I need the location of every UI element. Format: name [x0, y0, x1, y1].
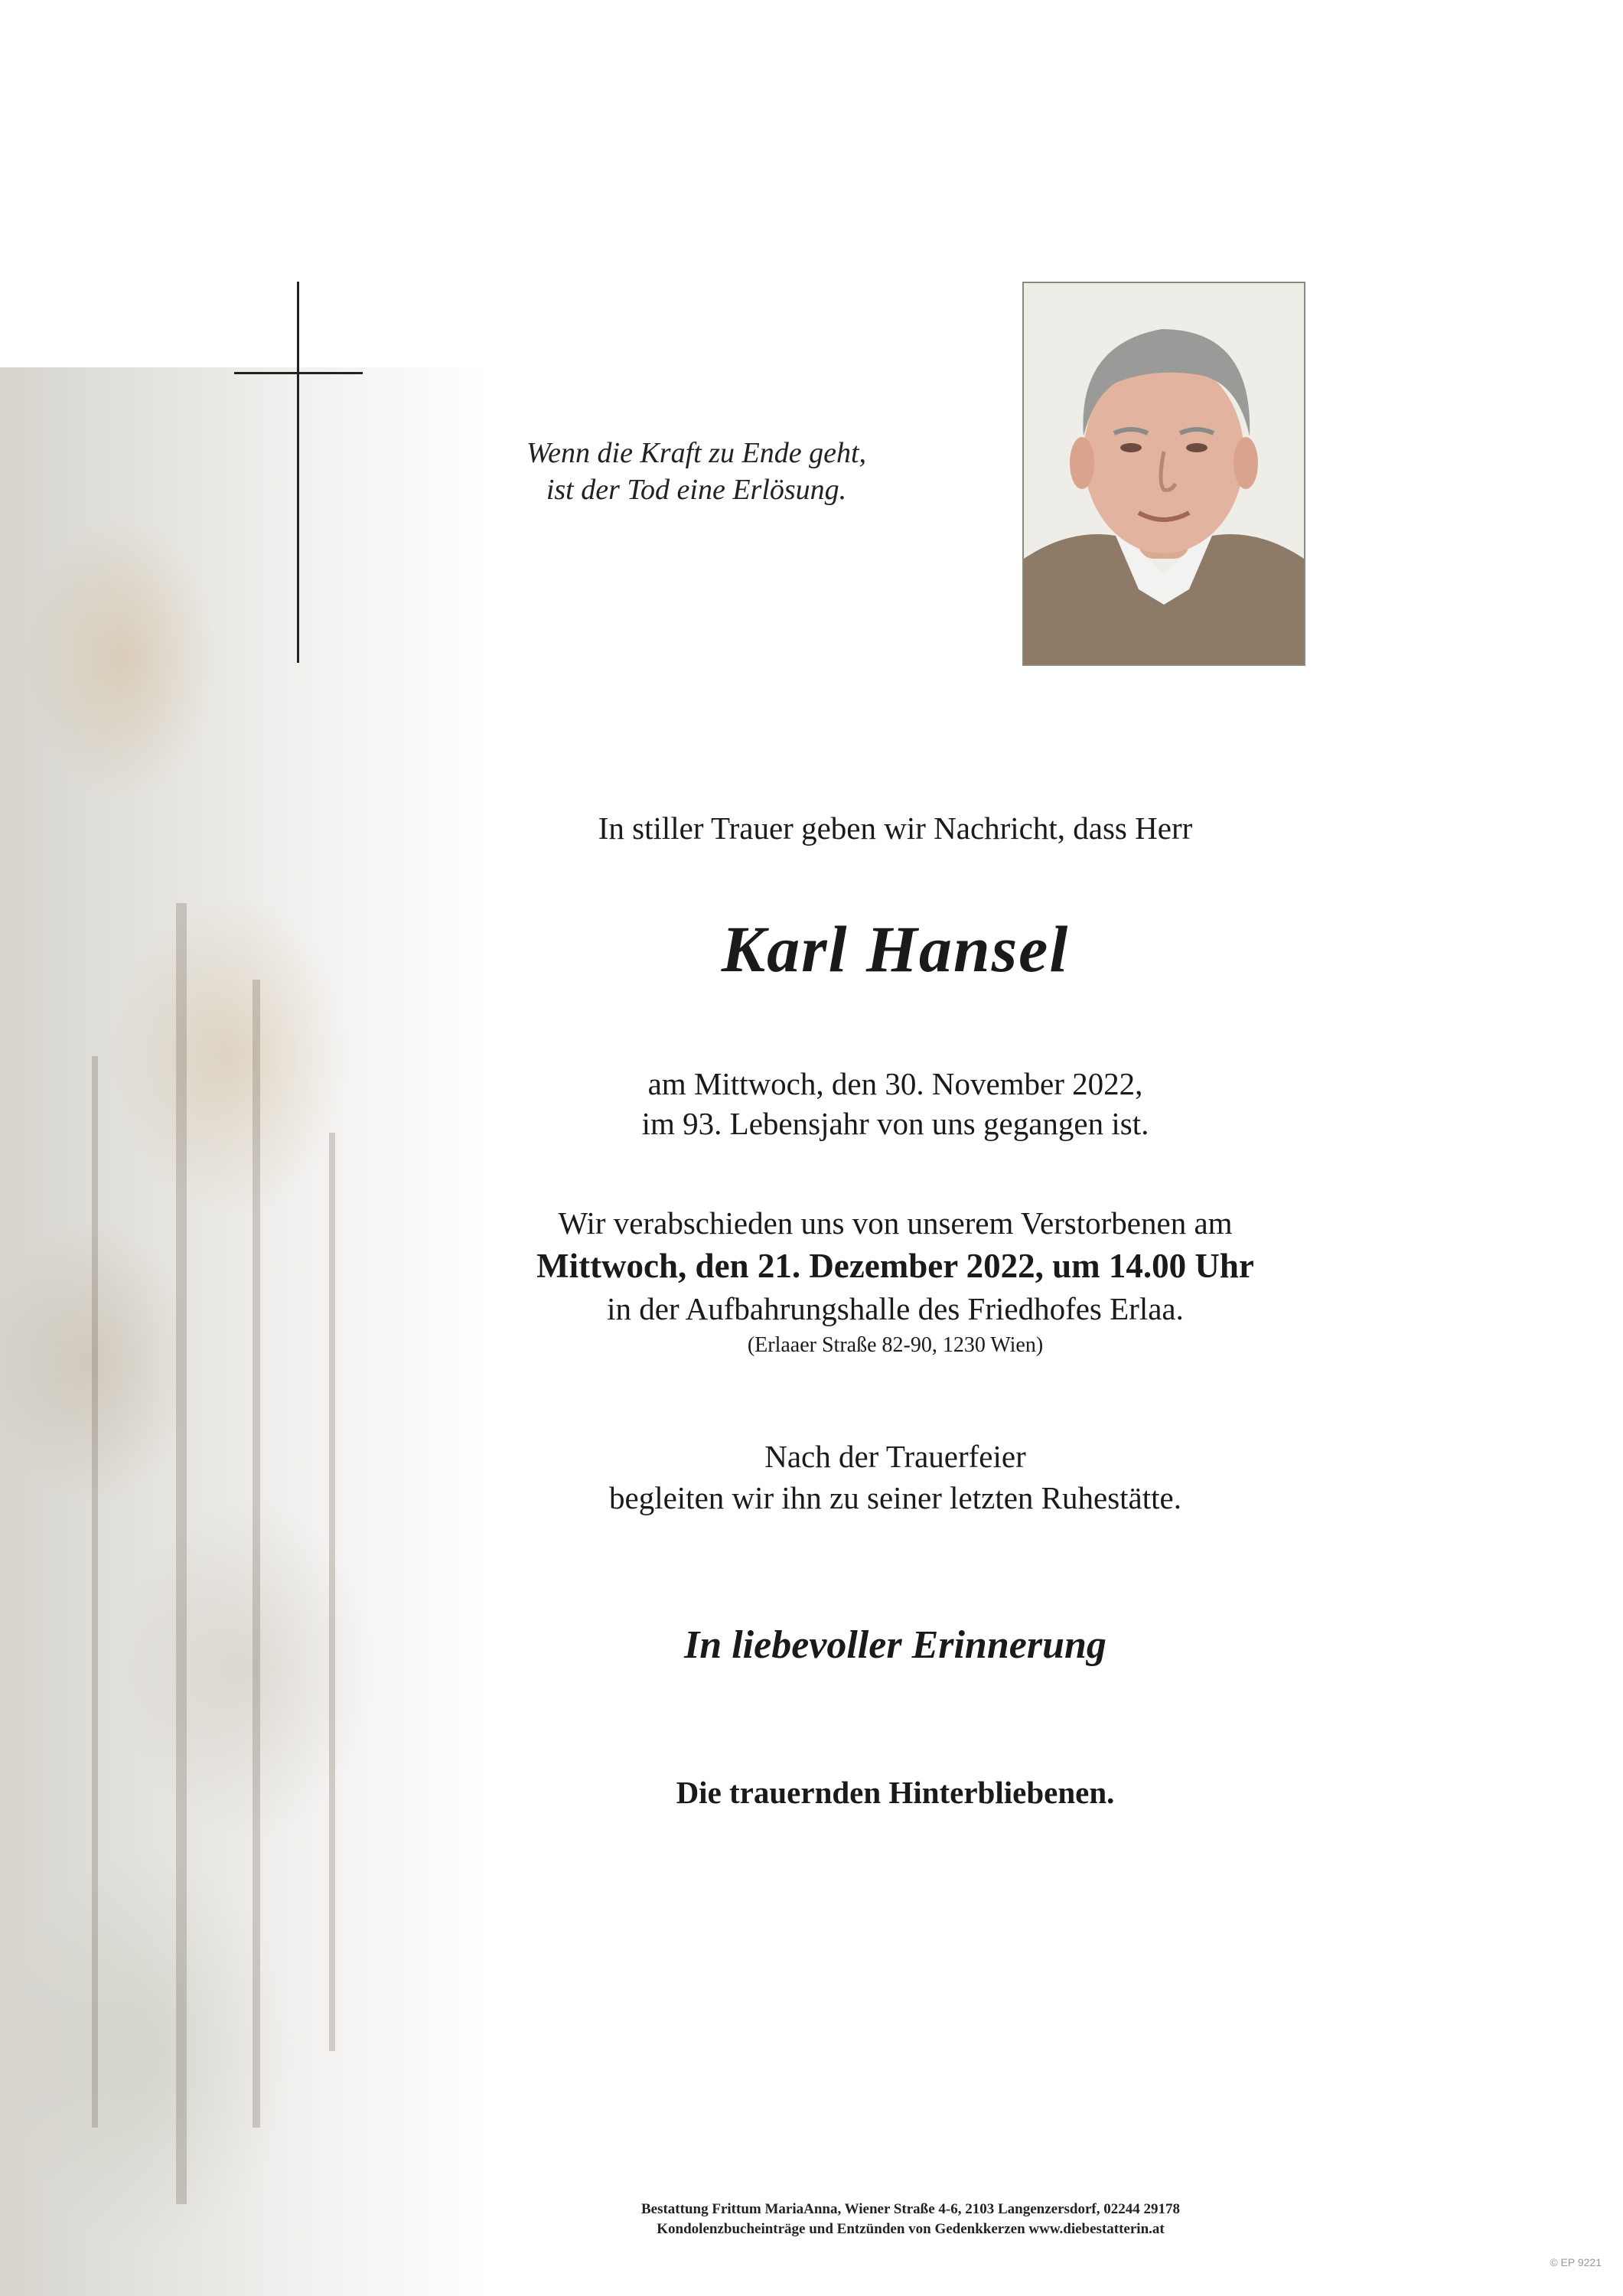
cross-icon — [297, 282, 299, 663]
template-code: © EP 9221 — [1550, 2256, 1602, 2268]
farewell-address: (Erlaaer Straße 82-90, 1230 Wien) — [747, 1333, 1044, 1357]
vine-post — [176, 903, 187, 2204]
farewell-datetime: Mittwoch, den 21. Dezember 2022, um 14.00 Uhr — [536, 1247, 1254, 1285]
vine-post — [253, 980, 260, 2128]
death-age: im 93. Lebensjahr von uns gegangen ist. — [641, 1106, 1149, 1141]
vine-post — [92, 1056, 98, 2128]
vineyard-background — [0, 367, 490, 2296]
memory-phrase: In liebevoller Erinnerung — [684, 1623, 1106, 1667]
burial-line-1: Nach der Trauerfeier — [764, 1439, 1026, 1474]
undertaker-footer — [582, 2200, 1240, 2239]
quote — [459, 435, 934, 508]
portrait-photo — [1022, 282, 1305, 666]
footer-line-2: Kondolenzbucheinträge und Entzünden von Gedenkkerzen www.diebestatterin.at — [657, 2221, 1165, 2237]
cross-icon-bar — [234, 372, 363, 374]
farewell-intro: Wir verabschieden uns von unserem Verstorbenen am — [558, 1205, 1233, 1241]
death-date: am Mittwoch, den 30. November 2022, — [647, 1066, 1143, 1101]
quote-line-2: ist der Tod eine Erlösung. — [546, 474, 847, 506]
farewell-location: in der Aufbahrungshalle des Friedhofes Erlaa. — [607, 1291, 1184, 1326]
footer-line-1: Bestattung Frittum MariaAnna, Wiener Straße 4-6, 2103 Langenzersdorf, 02244 29178 — [640, 2201, 1180, 2217]
burial-info — [429, 1436, 1362, 1518]
deceased-name: Karl Hansel — [721, 912, 1070, 986]
bereaved-signature: Die trauernden Hinterbliebenen. — [676, 1775, 1115, 1810]
intro-text: In stiller Trauer geben wir Nachricht, dass Herr — [598, 810, 1193, 846]
burial-line-2: begleiten wir ihn zu seiner letzten Ruhestätte. — [609, 1480, 1181, 1515]
quote-line-1: Wenn die Kraft zu Ende geht, — [526, 437, 866, 469]
farewell-info — [429, 1202, 1362, 1361]
death-info — [429, 1064, 1362, 1143]
vine-post — [329, 1133, 335, 2051]
portrait-image — [1024, 283, 1304, 664]
